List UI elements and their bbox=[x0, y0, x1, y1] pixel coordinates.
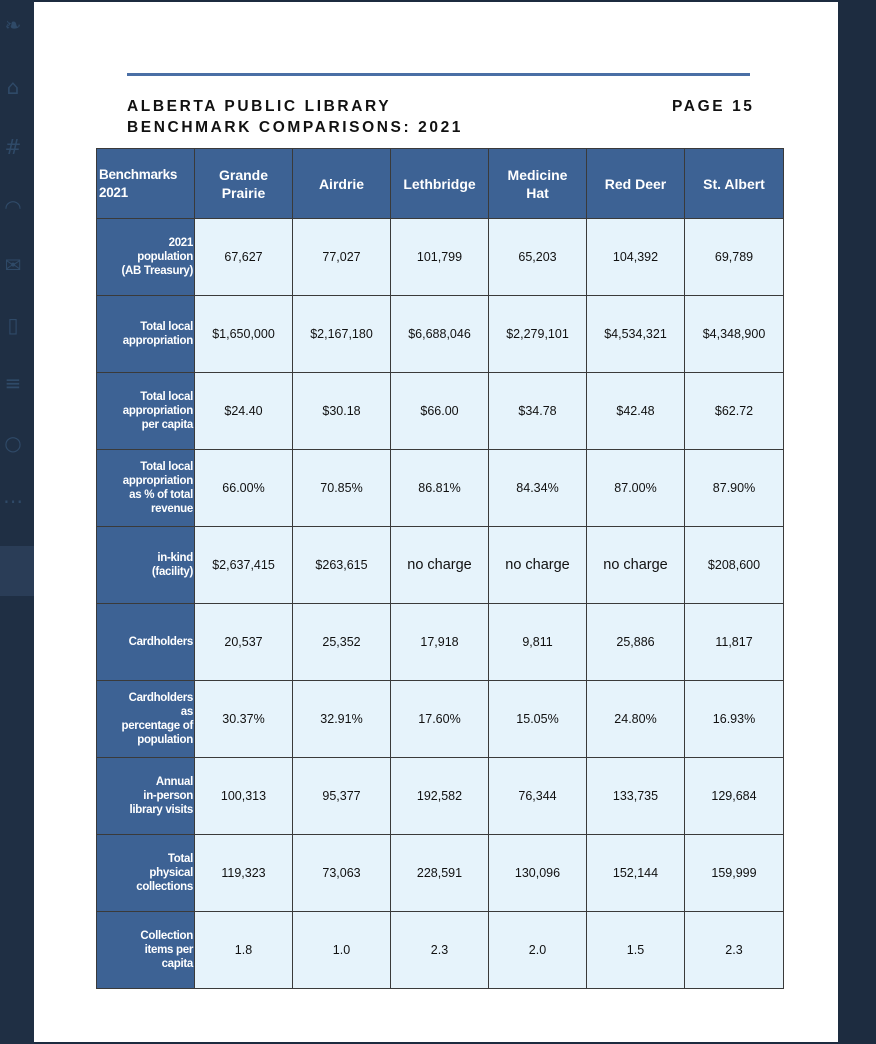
table-header-row bbox=[97, 149, 784, 219]
corner-line-2: 2021 bbox=[99, 184, 128, 200]
row-header-line: as % of total bbox=[129, 489, 193, 501]
column-header bbox=[293, 149, 391, 219]
person-icon[interactable]: ○ bbox=[4, 431, 22, 455]
bell-icon[interactable]: ◠ bbox=[4, 195, 22, 219]
row-header-line: Total bbox=[167, 853, 193, 865]
table-cell: $2,637,415 bbox=[195, 527, 293, 604]
row-header bbox=[97, 296, 195, 373]
table-row bbox=[97, 219, 784, 296]
row-header bbox=[97, 527, 195, 604]
row-header-line: in-person bbox=[143, 790, 193, 802]
column-header-line: Red Deer bbox=[604, 175, 667, 192]
table-cell: $2,279,101 bbox=[489, 296, 587, 373]
row-header-line: (facility) bbox=[151, 566, 193, 578]
table-cell: 133,735 bbox=[587, 758, 685, 835]
column-header-line: St. Albert bbox=[703, 175, 765, 192]
table-cell: 86.81% bbox=[391, 450, 489, 527]
header-rule bbox=[127, 73, 750, 76]
table-cell: 25,352 bbox=[293, 604, 391, 681]
more-icon[interactable]: ⋯ bbox=[3, 489, 23, 513]
table-cell: 159,999 bbox=[685, 835, 784, 912]
row-header bbox=[97, 604, 195, 681]
table-row bbox=[97, 450, 784, 527]
row-header bbox=[97, 912, 195, 989]
corner-header bbox=[97, 149, 195, 219]
table-cell: 130,096 bbox=[489, 835, 587, 912]
mail-icon[interactable]: ✉ bbox=[4, 253, 22, 277]
row-header-line: collections bbox=[136, 881, 193, 893]
table-cell: 228,591 bbox=[391, 835, 489, 912]
corner-line-1: Benchmarks bbox=[99, 166, 178, 182]
column-header bbox=[195, 149, 293, 219]
row-header-line: Total local bbox=[140, 321, 193, 333]
table-cell: $208,600 bbox=[685, 527, 784, 604]
row-header-line: as bbox=[180, 706, 193, 718]
row-header-line: (AB Treasury) bbox=[121, 265, 193, 277]
table-cell: 87.00% bbox=[587, 450, 685, 527]
sidebar-selected-item[interactable] bbox=[0, 546, 34, 596]
table-cell: 1.0 bbox=[293, 912, 391, 989]
table-cell: 24.80% bbox=[587, 681, 685, 758]
row-header bbox=[97, 835, 195, 912]
table-cell: 66.00% bbox=[195, 450, 293, 527]
hashtag-icon[interactable]: # bbox=[4, 135, 22, 159]
column-header-line: Grande bbox=[218, 166, 268, 183]
table-cell: $34.78 bbox=[489, 373, 587, 450]
table-cell: 1.5 bbox=[587, 912, 685, 989]
home-icon[interactable]: ⌂ bbox=[6, 75, 20, 99]
row-header-line: appropriation bbox=[122, 405, 193, 417]
row-header-line: percentage of bbox=[121, 720, 193, 732]
row-header-line: Cardholders bbox=[128, 692, 193, 704]
bookmark-icon[interactable]: ▯ bbox=[7, 313, 19, 337]
table-cell: 9,811 bbox=[489, 604, 587, 681]
table-row bbox=[97, 835, 784, 912]
table-cell: 192,582 bbox=[391, 758, 489, 835]
row-header-line: Total local bbox=[140, 461, 193, 473]
row-header-line: Collection bbox=[140, 930, 193, 942]
table-cell: $4,348,900 bbox=[685, 296, 784, 373]
table-row bbox=[97, 912, 784, 989]
column-header-line: Medicine bbox=[507, 166, 568, 183]
row-header bbox=[97, 681, 195, 758]
row-header-line: Total local bbox=[140, 391, 193, 403]
table-cell: 104,392 bbox=[587, 219, 685, 296]
table-cell: $4,534,321 bbox=[587, 296, 685, 373]
table-cell: 2.3 bbox=[391, 912, 489, 989]
benchmark-table bbox=[96, 148, 784, 989]
page-number: PAGE 15 bbox=[672, 98, 755, 115]
title-line-1: ALBERTA PUBLIC LIBRARY bbox=[127, 98, 392, 115]
table-row bbox=[97, 758, 784, 835]
table-cell: 101,799 bbox=[391, 219, 489, 296]
table-cell: 119,323 bbox=[195, 835, 293, 912]
table-cell: 67,627 bbox=[195, 219, 293, 296]
row-header-line: in-kind bbox=[157, 552, 193, 564]
table-cell: 11,817 bbox=[685, 604, 784, 681]
table-cell: no charge bbox=[587, 527, 685, 604]
column-header-line: Airdrie bbox=[318, 175, 365, 192]
column-header-line: Lethbridge bbox=[403, 175, 476, 192]
table-cell: 87.90% bbox=[685, 450, 784, 527]
row-header-line: appropriation bbox=[122, 475, 193, 487]
table-cell: $62.72 bbox=[685, 373, 784, 450]
row-header bbox=[97, 219, 195, 296]
row-header-line: per capita bbox=[141, 419, 193, 431]
row-header-line: 2021 bbox=[168, 237, 193, 249]
document-page bbox=[34, 2, 838, 1042]
table-cell: 129,684 bbox=[685, 758, 784, 835]
column-header bbox=[587, 149, 685, 219]
column-header bbox=[391, 149, 489, 219]
table-cell: $30.18 bbox=[293, 373, 391, 450]
row-header bbox=[97, 758, 195, 835]
row-header-line: physical bbox=[149, 867, 193, 879]
table-cell: 2.3 bbox=[685, 912, 784, 989]
table-row bbox=[97, 527, 784, 604]
column-header-line: Hat bbox=[526, 184, 549, 201]
row-header-line: library visits bbox=[129, 804, 193, 816]
table-row bbox=[97, 681, 784, 758]
table-cell: 152,144 bbox=[587, 835, 685, 912]
column-header bbox=[685, 149, 784, 219]
table-cell: $42.48 bbox=[587, 373, 685, 450]
table-cell: 76,344 bbox=[489, 758, 587, 835]
document-title bbox=[127, 96, 463, 138]
app-sidebar bbox=[0, 0, 34, 1044]
table-cell: 73,063 bbox=[293, 835, 391, 912]
title-line-2: BENCHMARK COMPARISONS: 2021 bbox=[127, 119, 464, 136]
table-cell: $2,167,180 bbox=[293, 296, 391, 373]
table-cell: 100,313 bbox=[195, 758, 293, 835]
table-cell: 65,203 bbox=[489, 219, 587, 296]
row-header-line: items per bbox=[144, 944, 193, 956]
row-header-line: capita bbox=[161, 958, 193, 970]
row-header-line: Cardholders bbox=[128, 636, 193, 648]
table-cell: 16.93% bbox=[685, 681, 784, 758]
table-cell: 95,377 bbox=[293, 758, 391, 835]
table-cell: 25,886 bbox=[587, 604, 685, 681]
column-header-line: Prairie bbox=[221, 184, 266, 201]
table-cell: 2.0 bbox=[489, 912, 587, 989]
table-cell: 69,789 bbox=[685, 219, 784, 296]
table-row bbox=[97, 296, 784, 373]
row-header-line: Annual bbox=[155, 776, 193, 788]
table-cell: $1,650,000 bbox=[195, 296, 293, 373]
table-cell: 15.05% bbox=[489, 681, 587, 758]
table-cell: 84.34% bbox=[489, 450, 587, 527]
table-cell: 17,918 bbox=[391, 604, 489, 681]
right-panel-edge bbox=[838, 0, 876, 1044]
table-cell: $263,615 bbox=[293, 527, 391, 604]
table-cell: $6,688,046 bbox=[391, 296, 489, 373]
table-cell: 77,027 bbox=[293, 219, 391, 296]
row-header-line: revenue bbox=[150, 503, 193, 515]
table-cell: 1.8 bbox=[195, 912, 293, 989]
table-cell: $66.00 bbox=[391, 373, 489, 450]
row-header-line: population bbox=[137, 734, 193, 746]
twitter-icon[interactable]: ❧ bbox=[4, 13, 22, 37]
table-cell: no charge bbox=[489, 527, 587, 604]
table-cell: 70.85% bbox=[293, 450, 391, 527]
table-cell: no charge bbox=[391, 527, 489, 604]
table-cell: $24.40 bbox=[195, 373, 293, 450]
table-cell: 30.37% bbox=[195, 681, 293, 758]
table-cell: 17.60% bbox=[391, 681, 489, 758]
row-header-line: appropriation bbox=[122, 335, 193, 347]
list-icon[interactable]: ≡ bbox=[4, 371, 22, 395]
table-row bbox=[97, 604, 784, 681]
table-cell: 20,537 bbox=[195, 604, 293, 681]
row-header bbox=[97, 373, 195, 450]
table-row bbox=[97, 373, 784, 450]
table-cell: 32.91% bbox=[293, 681, 391, 758]
row-header-line: population bbox=[137, 251, 193, 263]
column-header bbox=[489, 149, 587, 219]
row-header bbox=[97, 450, 195, 527]
